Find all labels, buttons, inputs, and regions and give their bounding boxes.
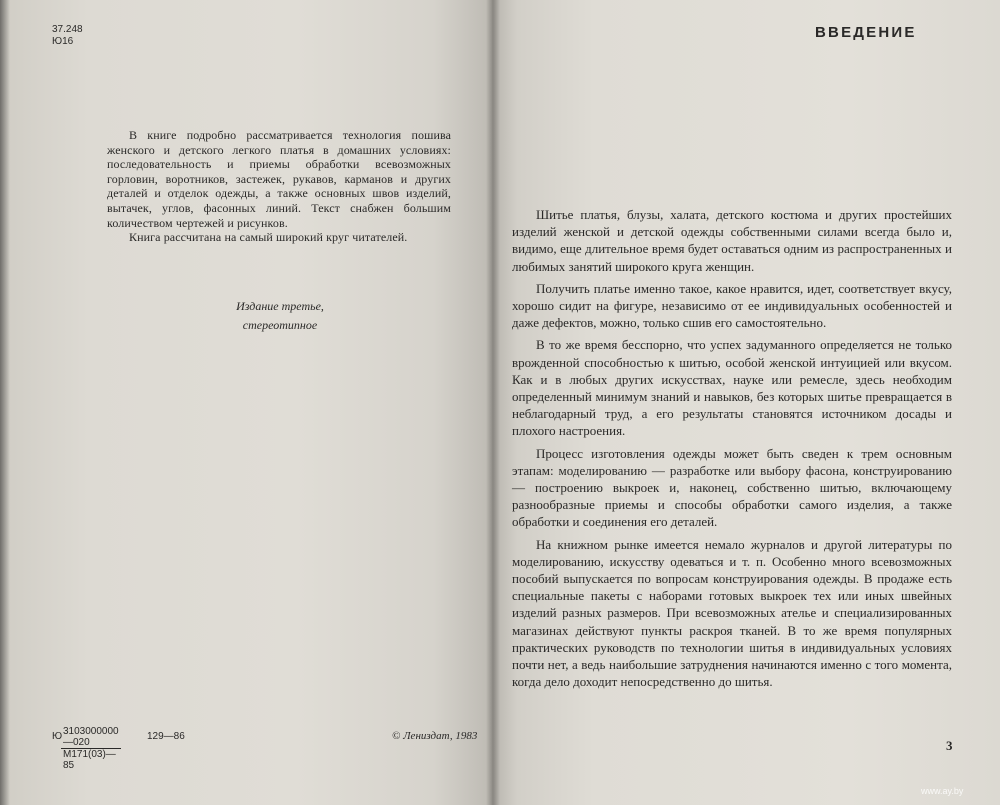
chapter-body — [512, 206, 952, 695]
watermark: www.ay.by — [921, 786, 964, 796]
book-spine-shadow — [486, 0, 500, 805]
body-paragraph: Получить платье именно такое, какое нравится, идет, соответствует вкусу, хорошо сидит на фигуре, независимо от ее индивидуальных особенностей и даже дефектов, можно, только сшив его самостоятельно. — [512, 280, 952, 331]
edition-line: Издание третье, — [236, 299, 324, 313]
body-paragraph: На книжном рынке имеется немало журналов и другой литературы по моделированию, искусству одеваться и т. п. Особенно много всевозможных пособий выпускается по вопросам конструирования одежды. В продаже есть специальные пакеты с наборами готовых выкроек тех или иных швейных изделий разных размеров. При всевозможных ателье и специализированных магазинах действуют пункты раскроя тканей. В то же время популярных практических руководств по технологии шитья в индивидуальных условиях почти нет, а ведь наибольшие затруднения начинаются именно с того момента, когда дело доходит непосредственно до шитья. — [512, 536, 952, 690]
catalog-code-author: Ю16 — [52, 36, 74, 47]
publication-code-number: 129—86 — [147, 731, 185, 742]
body-paragraph: В то же время бесспорно, что успех задуманного определяется не только врожденной способностью к шитью, особой женской интуицией или вкусом. Как и в любых других искусствах, науке или ремесле, здесь необходим определенный минимум знаний и навыков, без которых шитье превращается в неблагодарный труд, а его результаты становятся источником досады и плохого настроения. — [512, 337, 952, 439]
left-page — [0, 0, 492, 805]
catalog-code-bbk: 37.248 — [52, 24, 83, 35]
chapter-title: ВВЕДЕНИЕ — [815, 24, 917, 41]
edition-note — [205, 297, 355, 335]
publication-code-denominator: М171(03)—85 — [63, 749, 116, 771]
page-number: 3 — [946, 738, 953, 753]
body-paragraph: Процесс изготовления одежды может быть сведен к трем основным этапам: моделированию — разработке или выбору фасона, конструированию — построению выкроек и, наконец, собственно шитью, включающему разнообразные приемы и способы обработки самого изделия, а также обработки и соединения его деталей. — [512, 445, 952, 530]
page-edge-shadow — [0, 0, 10, 805]
annotation-paragraph: В книге подробно рассматривается технология пошива женского и детского легкого платья в домашних условиях: последовательность и приемы обработки всевозможных горловин, воротников, застежек, рукавов, карманов и других деталей и отделок одежды, а также основных швов изделий, вытачек, углов, фасонных линий. Текст снабжен большим количеством чертежей и рисунков. — [107, 128, 451, 230]
publication-code-letter: Ю — [52, 731, 63, 742]
edition-line: стереотипное — [242, 318, 318, 332]
publication-code-fraction — [61, 726, 121, 771]
publication-code-numerator: 3103000000—020 — [63, 726, 119, 748]
book-annotation — [107, 128, 451, 245]
annotation-paragraph: Книга рассчитана на самый широкий круг читателей. — [129, 230, 408, 245]
copyright-notice: © Лениздат, 1983 — [392, 730, 478, 742]
catalog-codes — [52, 24, 83, 48]
body-paragraph: Шитье платья, блузы, халата, детского костюма и других простейших изделий женской и детской одежды собственными силами всегда было и, видимо, еще длительное время будет оставаться одним из распространенных и любимых занятий широкого круга женщин. — [512, 207, 952, 274]
